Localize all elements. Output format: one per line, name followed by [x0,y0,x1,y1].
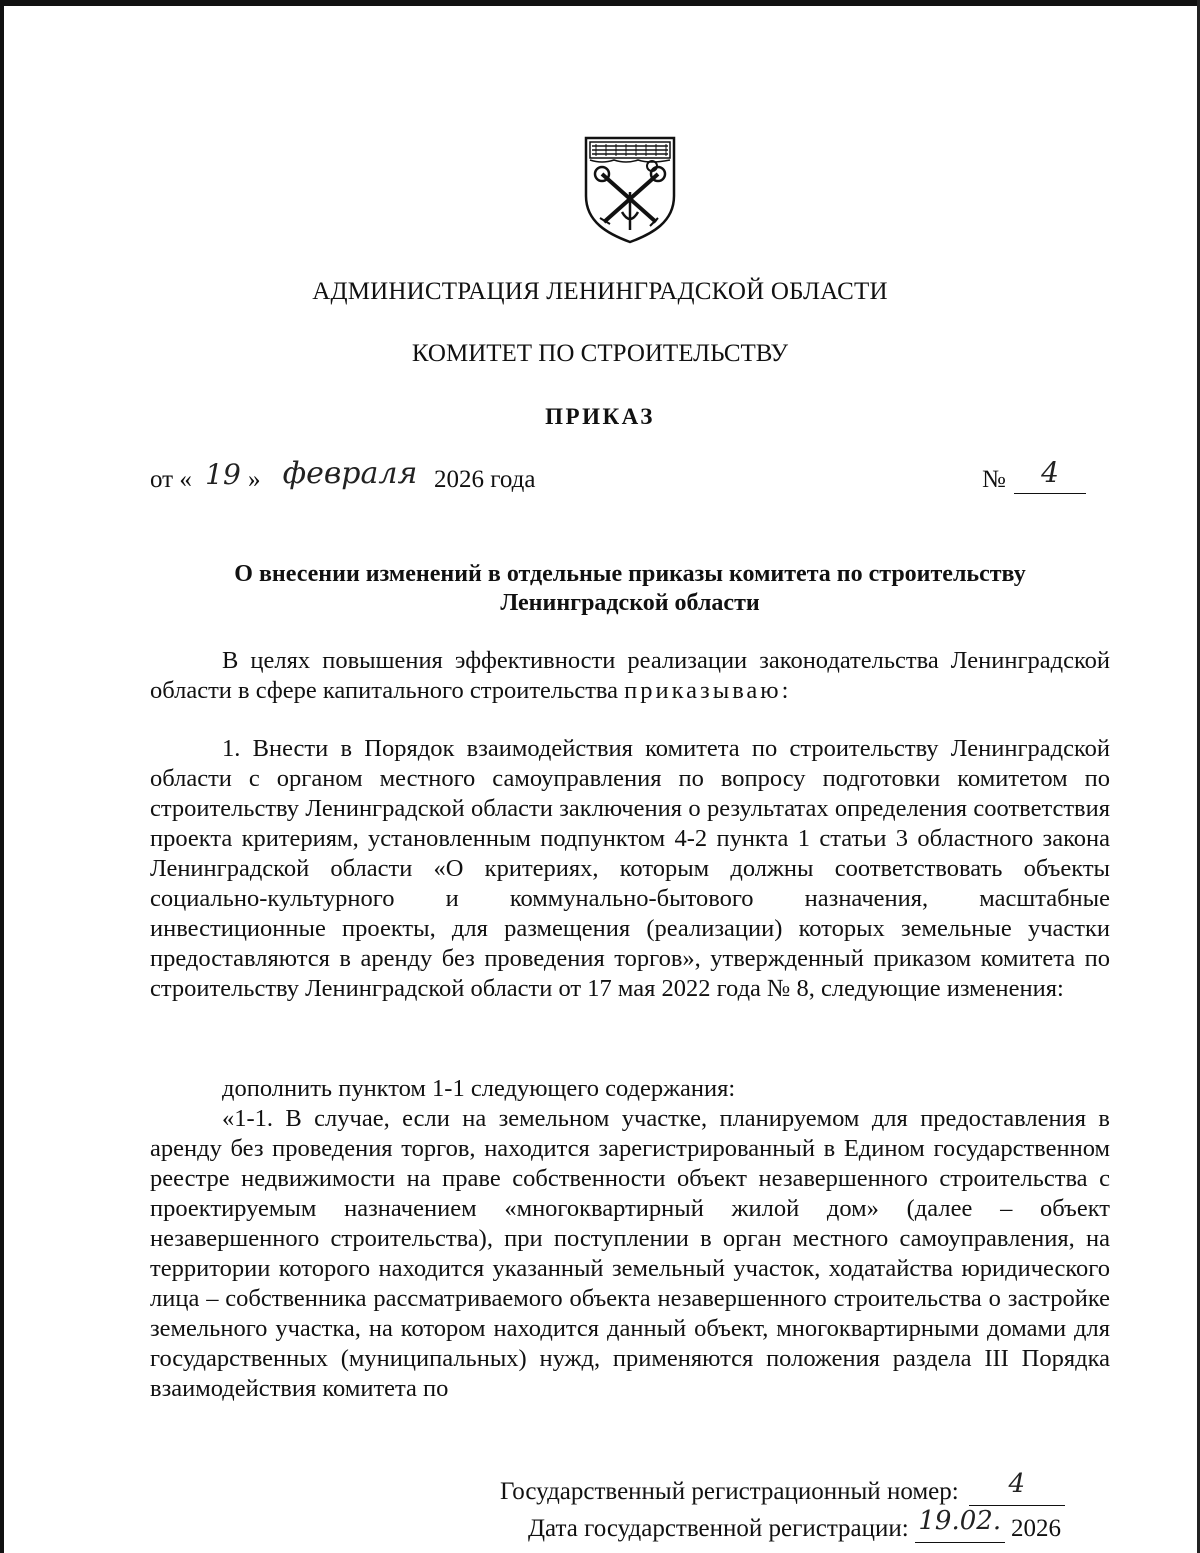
date-month-handwritten: февраля [282,456,418,491]
document-type: ПРИКАЗ [545,404,655,429]
coat-of-arms-icon [582,134,678,246]
date-prefix: от « [150,466,192,493]
committee-name: КОМИТЕТ ПО СТРОИТЕЛЬСТВУ [411,340,789,367]
addition-intro: дополнить пунктом 1-1 следующего содержания: [222,1075,736,1102]
registration-date-label: Дата государственной регистрации: [528,1515,909,1542]
date-quote-close: » [248,466,261,493]
registration-date-field [915,1506,1005,1543]
order-number [982,456,1086,494]
registration-number [500,1469,1065,1506]
registration-number-label: Государственный регистрационный номер: [500,1478,959,1505]
intro-text: В целях повышения эффективности реализации законодательства Ленинградской области в сфере капитального строительства [150,647,1110,704]
document-title: О внесении изменений в отдельные приказы комитета по строительству Ленинградской области [234,561,1026,616]
organization-name: АДМИНИСТРАЦИЯ ЛЕНИНГРАДСКОЙ ОБЛАСТИ [312,278,888,305]
scan-edge-left [0,0,4,1553]
registration-number-field [969,1469,1065,1506]
registration-date [528,1506,1061,1543]
date-day-handwritten: 19 [205,458,241,491]
registration-date-handwritten: 19.02. [918,1506,1002,1536]
registration-number-handwritten: 4 [1008,1469,1025,1499]
addition-text: «1-1. В случае, если на земельном участке, планируемом для предоставления в аренду без проведения торгов, находится зарегистрированный в Едином государственном реестре недвижимости на праве собственности объект незавершенного строительства с проектируемым назначением «многоквартирный жилой дом» (далее – объект незавершенного строительства), при поступлении в орган местного самоуправления, на территории которого находится указанный земельный участок, ходатайства юридического лица – собственника рассматриваемого объекта незавершенного строительства о застройке земельного участка, на котором находится данный объект, многоквартирными домами для государственных (муниципальных) нужд, применяются положения раздела III Порядка взаимодействия комитета по [150,1105,1110,1402]
intro-order-word: приказываю: [624,677,792,704]
scan-edge-top [0,0,1200,6]
registration-date-year: 2026 [1011,1515,1061,1542]
order-date [150,456,670,510]
number-handwritten: 4 [1041,456,1059,489]
paragraph-1: 1. Внести в Порядок взаимодействия комитета по строительству Ленинградской области с органом местного самоуправления по вопросу подготовки комитетом по строительству Ленинградской области заключения о результатах определения соответствия проекта критериям, установленным подпунктом 4-2 пункта 1 статьи 3 областного закона Ленинградской области «О критериях, которым должны соответствовать объекты социально-культурного и коммунально-бытового назначения, масштабные инвестиционные проекты, для размещения (реализации) которых земельные участки предоставляются в аренду без проведения торгов», утвержденный приказом комитета по строительству Ленинградской области от 17 мая 2022 года № 8, следующие изменения: [150,735,1110,1002]
intro-paragraph [150,646,1110,706]
date-year: 2026 года [434,466,536,493]
number-label: № [982,466,1006,493]
